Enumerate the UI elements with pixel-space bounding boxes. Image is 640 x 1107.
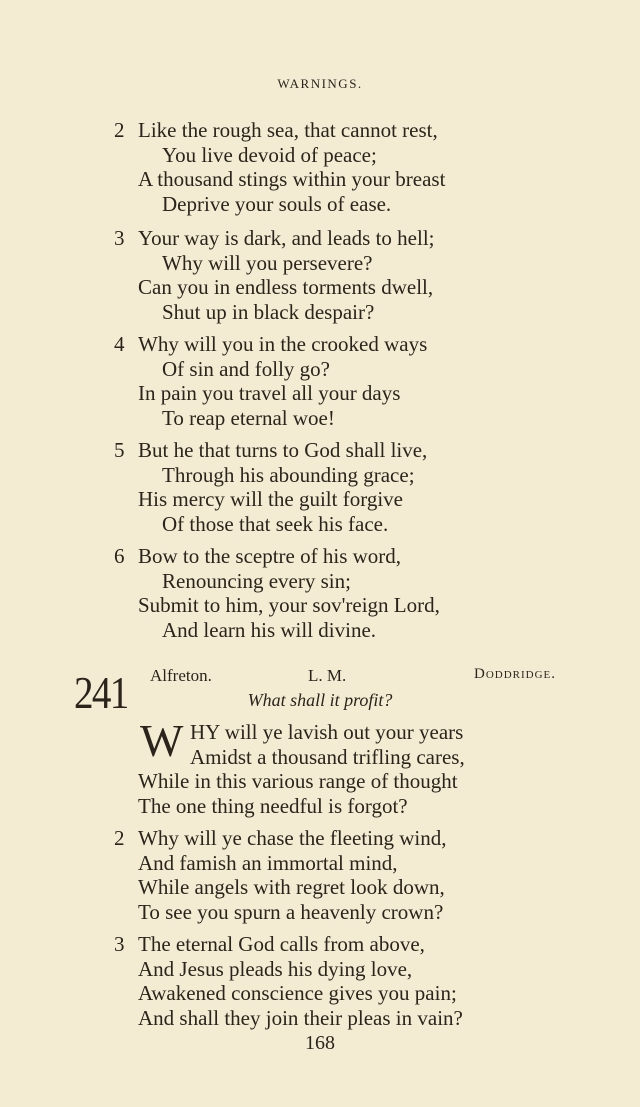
stanza-number: 4 [114,332,125,356]
stanza-number: 5 [114,438,125,462]
stanza-number: 3 [114,226,125,250]
verse-line: You live devoid of peace; [162,142,377,167]
verse-line: Renouncing every sin; [162,568,351,593]
verse-line: Deprive your souls of ease. [162,191,392,216]
hymn-number: 241 [74,667,128,718]
verse-line: And learn his will divine. [162,617,377,642]
verse-line: Of sin and folly go? [162,356,330,381]
verse-line: His mercy will the guilt forgive [138,487,403,511]
verse-line: Why will you in the crooked ways [138,332,428,356]
stanza-number: 3 [114,932,125,956]
verse-line: Through his abounding grace; [162,462,415,487]
stanza-prev-3 [0,226,640,324]
drop-cap: W [140,715,184,766]
verse-line: And Jesus pleads his dying love, [138,956,413,981]
verse-line: In pain you travel all your days [138,381,401,405]
verse-line: Can you in endless torments dwell, [138,275,434,299]
verse-line: Submit to him, your sov'reign Lord, [138,593,440,617]
verse-line: Why will ye chase the fleeting wind, [138,826,447,850]
stanza-number: 2 [114,118,125,142]
verse-line: HY will ye lavish out your years [190,720,464,744]
hymn-stanza-1 [0,715,640,818]
verse-line: And famish an immortal mind, [138,850,398,875]
hymn-stanza-3 [0,932,640,1030]
hymn-subtitle: What shall it profit? [247,690,393,710]
verse-line: To see you spurn a heavenly crown? [138,899,444,924]
stanza-prev-4 [0,332,640,430]
verse-line: Of those that seek his face. [162,511,389,536]
stanza-prev-6 [0,544,640,642]
verse-line: While angels with regret look down, [138,875,445,899]
verse-line: Why will you persevere? [162,250,373,275]
verse-line: Shut up in black despair? [162,299,375,324]
verse-line: A thousand stings within your breast [138,167,446,191]
verse-line: And shall they join their pleas in vain? [138,1005,463,1030]
stanza-prev-5 [0,438,640,536]
verse-line: Awakened conscience gives you pain; [138,981,457,1005]
meter: L. M. [308,666,347,685]
verse-line: Your way is dark, and leads to hell; [138,226,435,250]
verse-line: While in this various range of thought [138,769,458,793]
hymn-stanza-2 [0,826,640,924]
author: Doddridge. [474,666,557,682]
running-header: WARNINGS. [277,76,363,91]
verse-line: Amidst a thousand trifling cares, [190,744,465,769]
stanza-number: 2 [114,826,125,850]
verse-line: The one thing needful is forgot? [138,793,408,818]
page-number: 168 [305,1032,335,1054]
tune-name: Alfreton. [150,666,212,685]
verse-line: But he that turns to God shall live, [138,438,428,462]
verse-line: To reap eternal woe! [162,405,335,430]
verse-line: The eternal God calls from above, [138,932,425,956]
verse-line: Like the rough sea, that cannot rest, [138,118,438,142]
verse-line: Bow to the sceptre of his word, [138,544,402,568]
stanza-prev-2 [0,118,640,216]
stanza-number: 6 [114,544,125,568]
